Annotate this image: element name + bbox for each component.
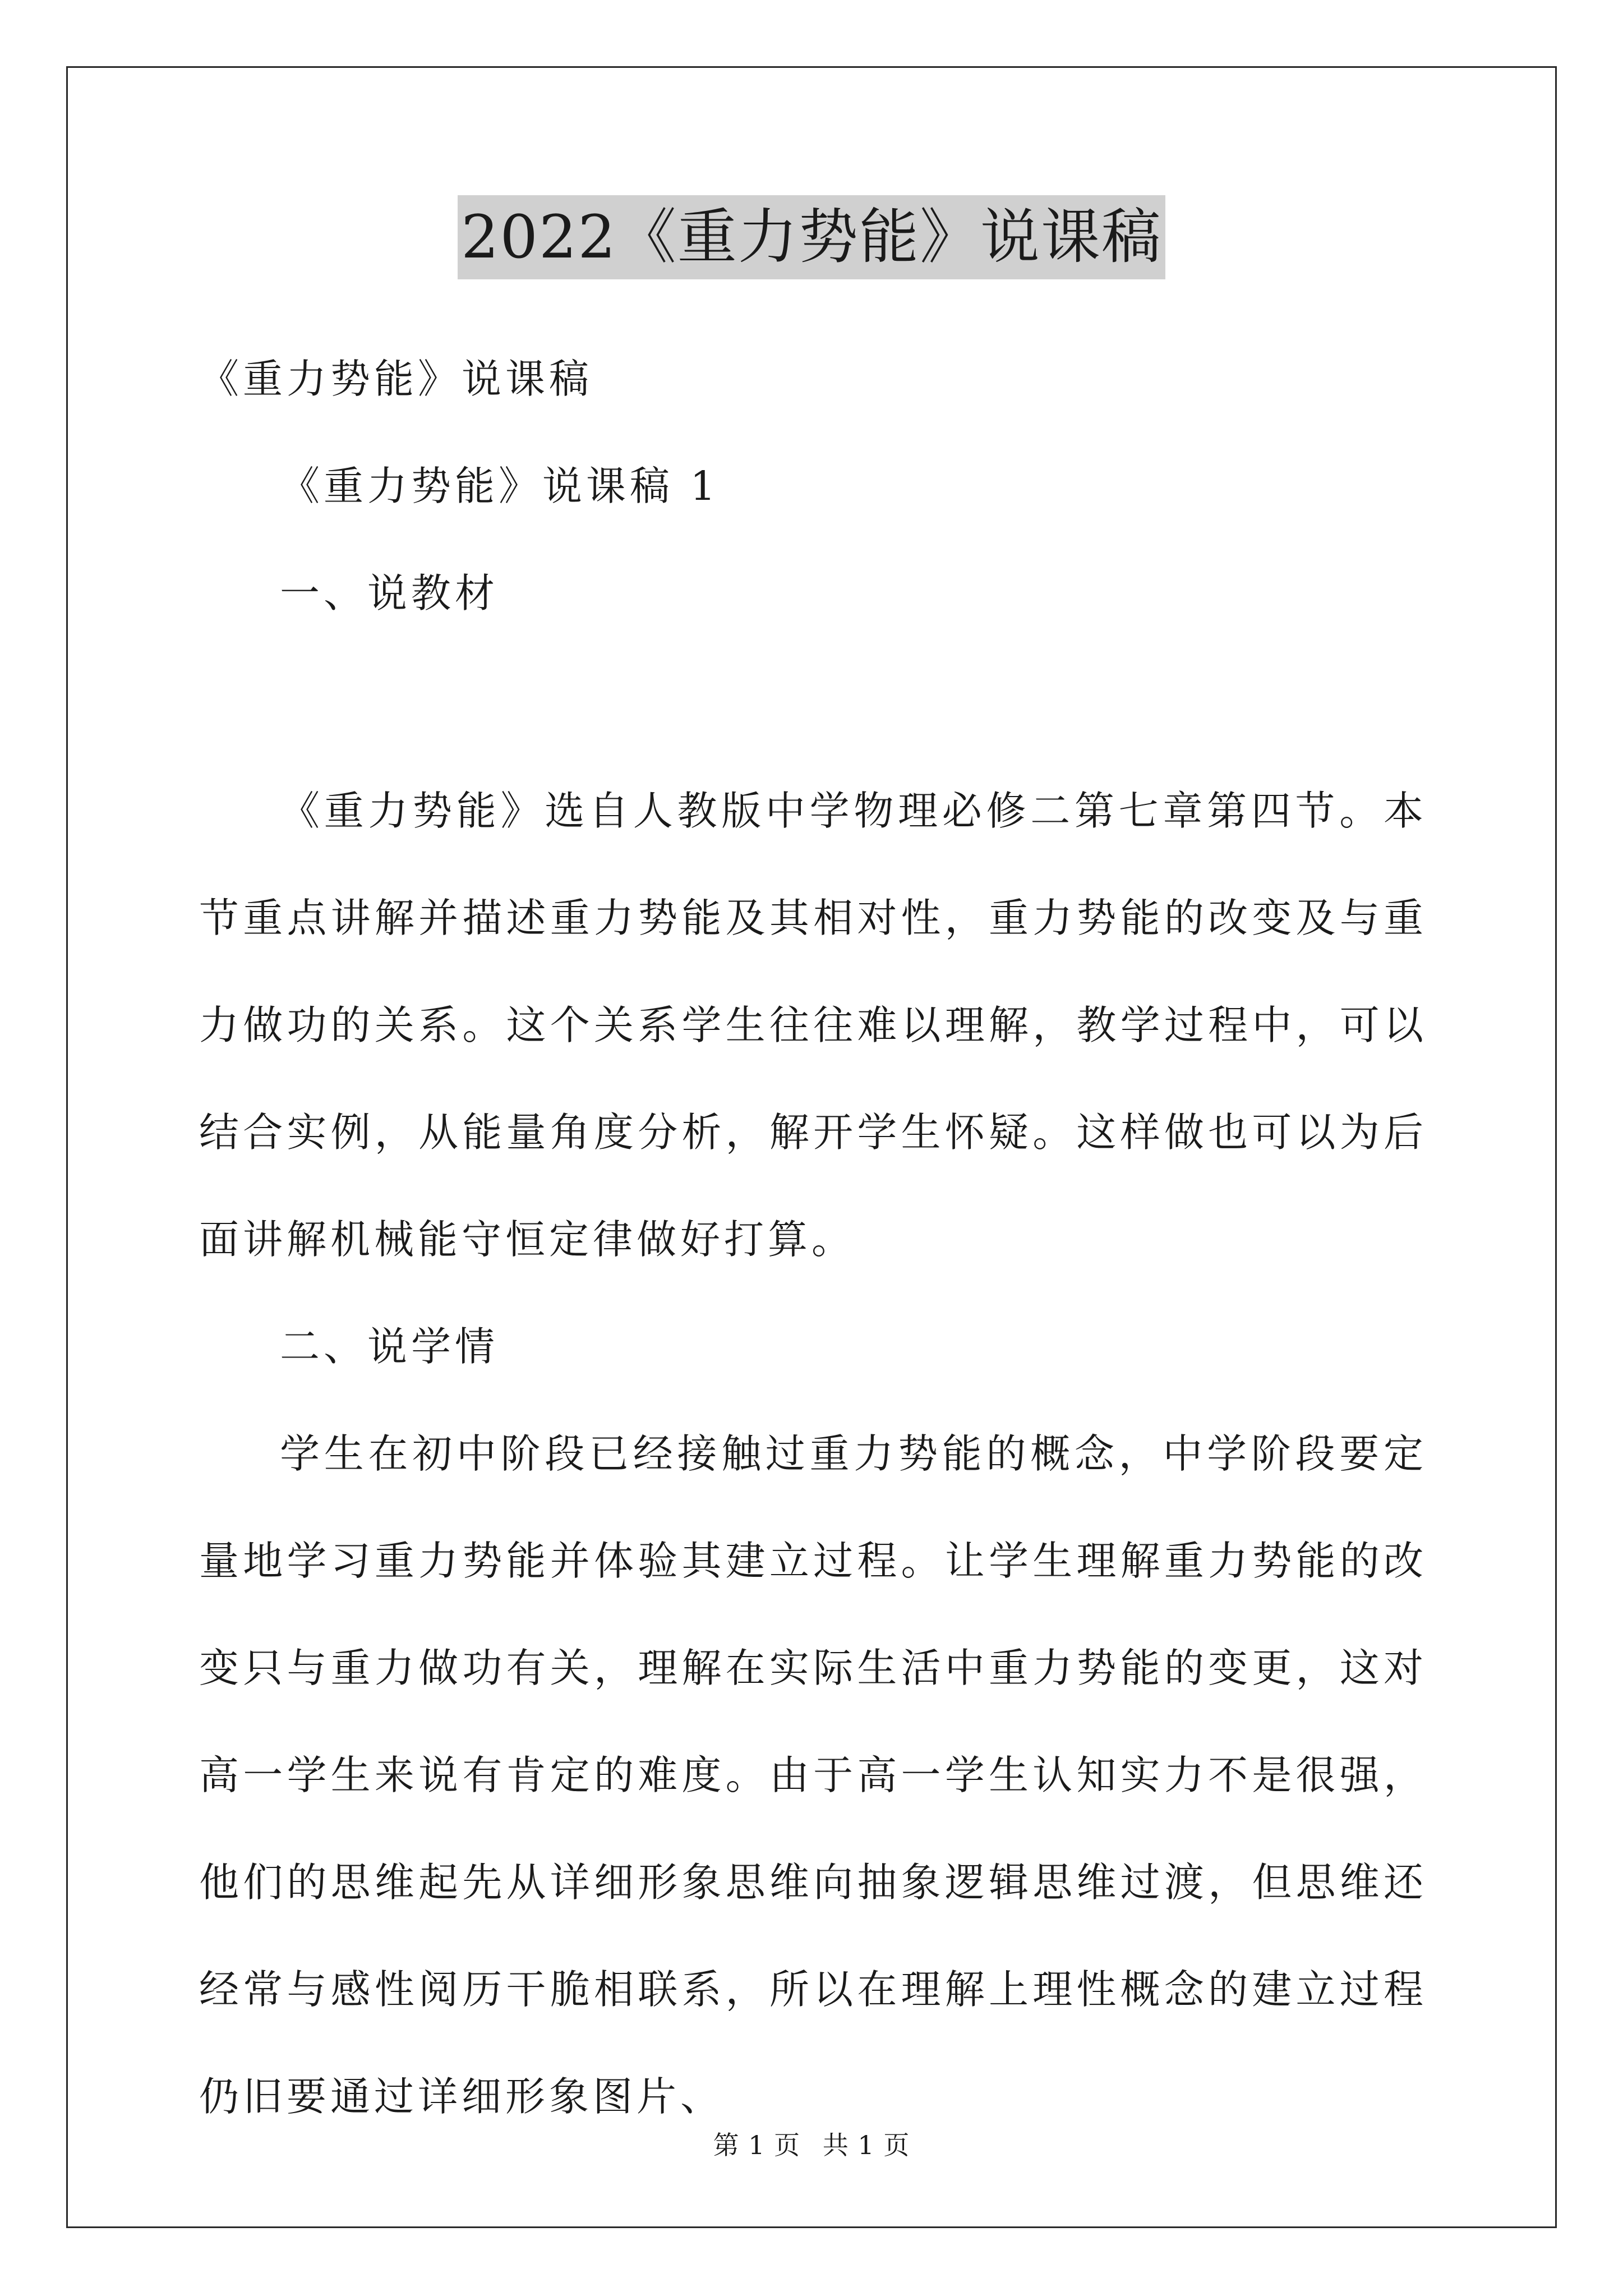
heading-students: 二、说学情 [280,1323,499,1370]
paragraph-students: 学生在初中阶段已经接触过重力势能的概念，中学阶段要定量地学习重力势能并体验其建立过程。让学生理解重力势能的改变只与重力做功有关，理解在实际生活中重力势能的变更，这对高一学生来说有肯定的难度。由于高一学生认知实力不是很强，他们的思维起先从详细形象思维向抽象逻辑思维过渡，但思维还经常与感性阅历干脆相联系，所以在理解上理性概念的建立过程仍旧要通过详细形象图片、 [199,1430,1427,2120]
paragraph-textbook: 《重力势能》选自人教版中学物理必修二第七章第四节。本节重点讲解并描述重力势能及其相对性，重力势能的改变及与重力做功的关系。这个关系学生往往难以理解，教学过程中，可以结合实例，从能量角度分析，解开学生怀疑。这样做也可以为后面讲解机械能守恒定律做好打算。 [199,788,1427,1263]
page-number: 第 1 页 [713,2130,801,2160]
document-subtitle: 《重力势能》说课稿 [199,356,593,402]
page-footer [0,2125,1623,2162]
page-total: 共 1 页 [822,2130,910,2160]
section-title: 《重力势能》说课稿 1 [280,463,720,509]
title-container [0,195,1623,279]
heading-textbook: 一、说教材 [280,570,499,616]
document-title: 2022《重力势能》说课稿 [458,195,1165,279]
